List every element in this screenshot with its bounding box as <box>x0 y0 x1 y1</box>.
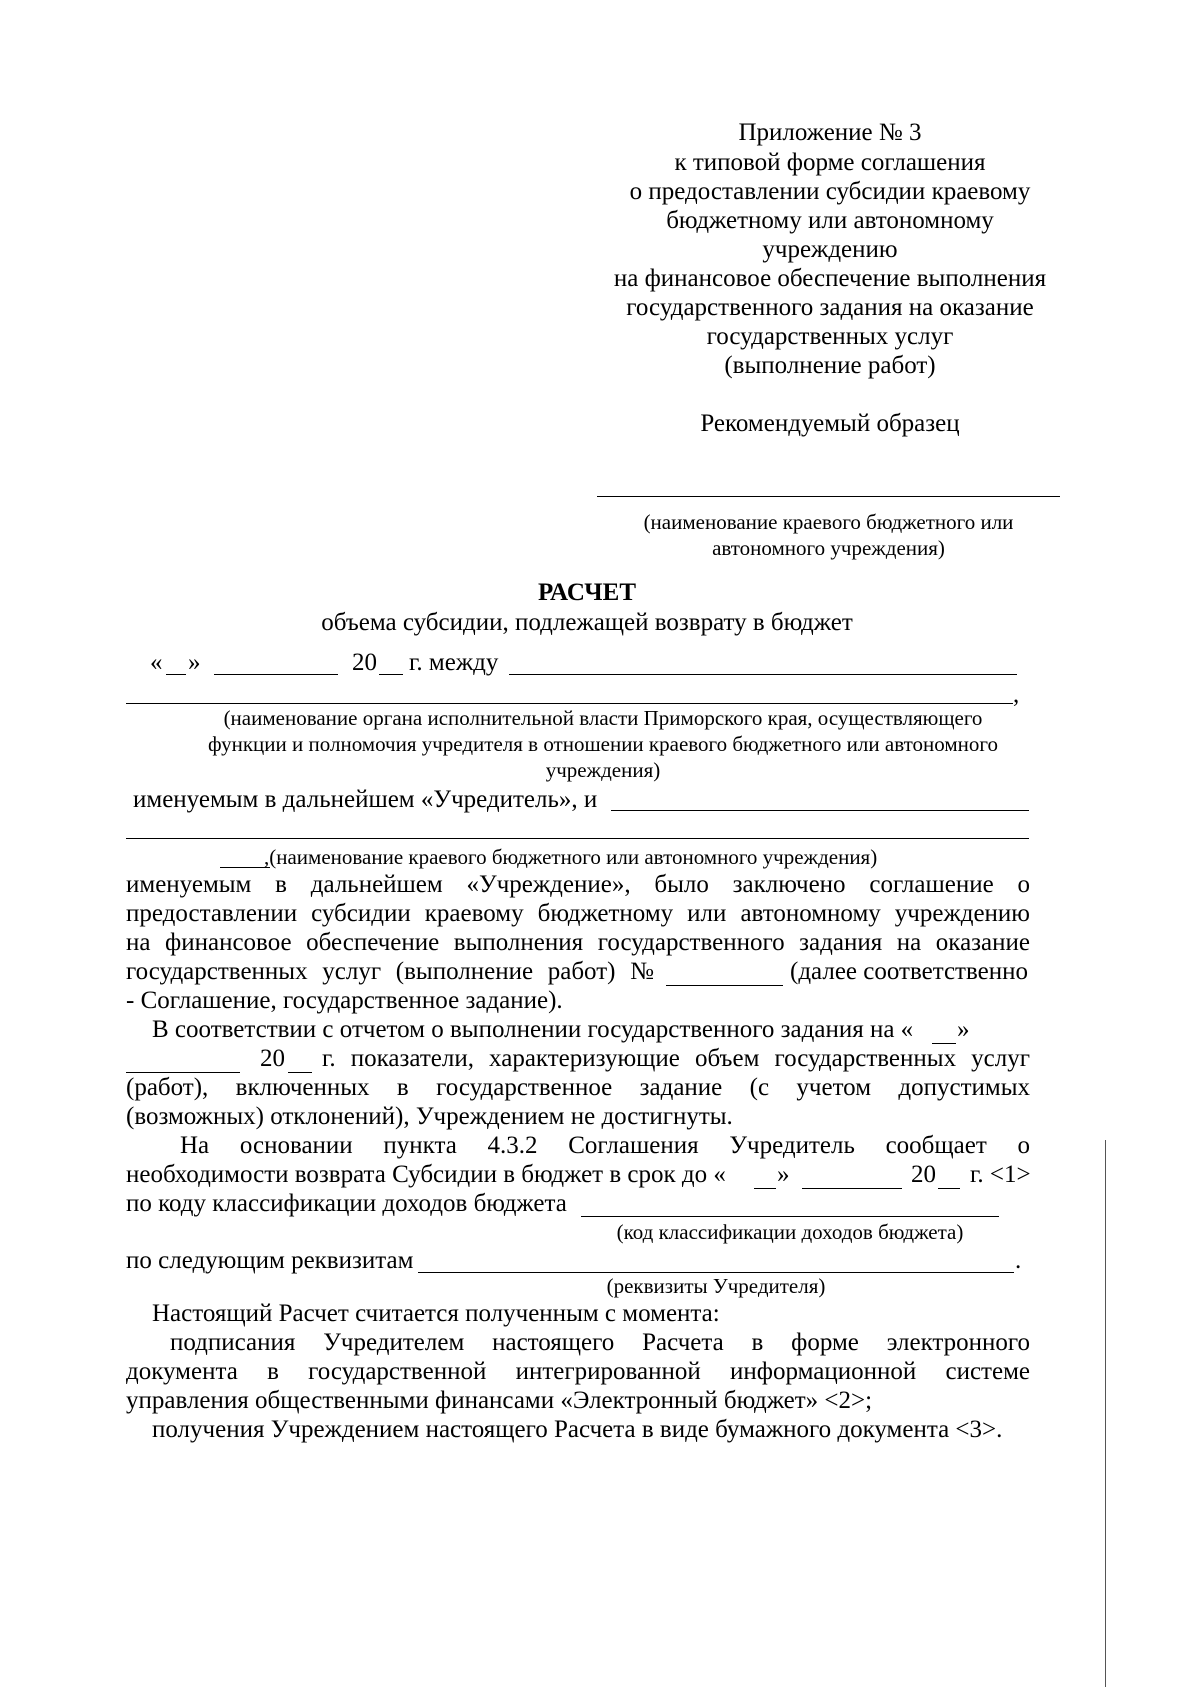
scan-edge-line <box>1105 1140 1106 1687</box>
month-blank <box>214 674 338 675</box>
appendix-line-9: (выполнение работ) <box>724 352 936 379</box>
para3-line-2-end: г. <1> <box>970 1161 1031 1188</box>
code-caption: (код классификации доходов бюджета) <box>616 1220 964 1244</box>
para2-line-4: (возможных) отклонений), Учреждением не достигнуты. <box>126 1103 733 1130</box>
founder-caption-2: функции и полномочия учредителя в отношении краевого бюджетного или автономного <box>208 732 998 756</box>
return-day-blank <box>754 1188 776 1189</box>
sample-label: Рекомендуемый образец <box>700 410 960 437</box>
institution-name-blank <box>597 496 1060 497</box>
para4-line-2: подписания Учредителем настоящего Расчета в форме электронного <box>170 1329 1030 1356</box>
para2-line-3: (работ), включенных в государственное задание (с учетом допустимых <box>126 1074 1030 1101</box>
founder-named: именуемым в дальнейшем «Учредитель», и <box>133 786 598 813</box>
founder-caption-1: (наименование органа исполнительной власти Приморского края, осуществляющего <box>223 706 983 730</box>
para2-line-2: г. показатели, характеризующие объем государственных услуг <box>322 1045 1030 1072</box>
institution-name-blank-2 <box>126 838 1029 839</box>
return-month-blank <box>802 1188 902 1189</box>
institution-caption2: ,(наименование краевого бюджетного или автономного учреждения) <box>264 845 878 869</box>
requisites-label: по следующим реквизитам <box>126 1247 414 1274</box>
revenue-code-blank <box>581 1216 999 1217</box>
founder-caption-3: учреждения) <box>545 758 661 782</box>
institution-caption-2: автономного учреждения) <box>712 536 945 560</box>
institution-name-blank-1 <box>611 810 1029 811</box>
para4-line-4: управления общественными финансами «Электронный бюджет» <2>; <box>126 1387 873 1414</box>
para2-line-1: В соответствии с отчетом о выполнении государственного задания на « <box>152 1016 914 1043</box>
date-quote-close: » <box>188 649 201 676</box>
para4-line-1: Настоящий Расчет считается полученным с момента: <box>152 1300 720 1327</box>
founder-name-blank-2 <box>126 703 1013 704</box>
year-blank <box>379 674 403 675</box>
appendix-line-2: к типовой форме соглашения <box>674 149 986 176</box>
document-title: РАСЧЕТ <box>537 579 636 606</box>
para1-line-3: на финансовое обеспечение выполнения государственного задания на оказание <box>126 929 1030 956</box>
date-quote-open: « <box>150 649 163 676</box>
institution-short-blank <box>220 867 270 868</box>
para1-line-1: именуемым в дальнейшем «Учреждение», было заключено соглашение о <box>126 871 1030 898</box>
appendix-line-7: государственного задания на оказание <box>626 294 1034 321</box>
para2-line-1-end: » <box>957 1016 970 1043</box>
para3-line-3: по коду классификации доходов бюджета <box>126 1190 567 1217</box>
requisites-end: . <box>1015 1247 1022 1274</box>
appendix-line-1: Приложение № 3 <box>738 119 922 146</box>
appendix-line-8: государственных услуг <box>706 323 954 350</box>
para3-line-2: необходимости возврата Субсидии в бюджет в срок до « <box>126 1161 726 1188</box>
day-blank <box>166 674 186 675</box>
para3-line-1: На основании пункта 4.3.2 Соглашения Учредитель сообщает о <box>180 1132 1030 1159</box>
para1-line-5: - Соглашение, государственное задание). <box>126 987 563 1014</box>
para1-line-4-right: (далее соответственно <box>790 958 1028 985</box>
appendix-line-6: на финансовое обеспечение выполнения <box>613 265 1047 292</box>
year-prefix: 20 <box>352 649 377 676</box>
requisites-caption: (реквизиты Учредителя) <box>606 1274 826 1298</box>
appendix-line-4: бюджетному или автономному <box>666 207 994 234</box>
founder-name-blank-1 <box>509 674 1017 675</box>
document-subtitle: объема субсидии, подлежащей возврату в бюджет <box>321 609 853 636</box>
founder-comma: , <box>1013 681 1020 708</box>
return-year-blank <box>938 1188 960 1189</box>
date-between: г. между <box>409 649 499 676</box>
para2-year-prefix: 20 <box>260 1045 285 1072</box>
agreement-number-blank <box>666 985 783 986</box>
para1-line-2: предоставлении субсидии краевому бюджетному или автономному учреждению <box>126 900 1030 927</box>
institution-caption-1: (наименование краевого бюджетного или <box>643 510 1014 534</box>
para4-line-5: получения Учреждением настоящего Расчета в виде бумажного документа <3>. <box>152 1416 1003 1443</box>
para3-year-prefix: 20 <box>911 1161 936 1188</box>
appendix-line-5: учреждению <box>762 236 898 263</box>
para3-line-2-close: » <box>777 1161 790 1188</box>
appendix-line-3: о предоставлении субсидии краевому <box>629 178 1031 205</box>
para1-line-4-left: государственных услуг (выполнение работ) № <box>126 958 654 985</box>
para4-line-3: документа в государственной интегрированной информационной системе <box>126 1358 1030 1385</box>
